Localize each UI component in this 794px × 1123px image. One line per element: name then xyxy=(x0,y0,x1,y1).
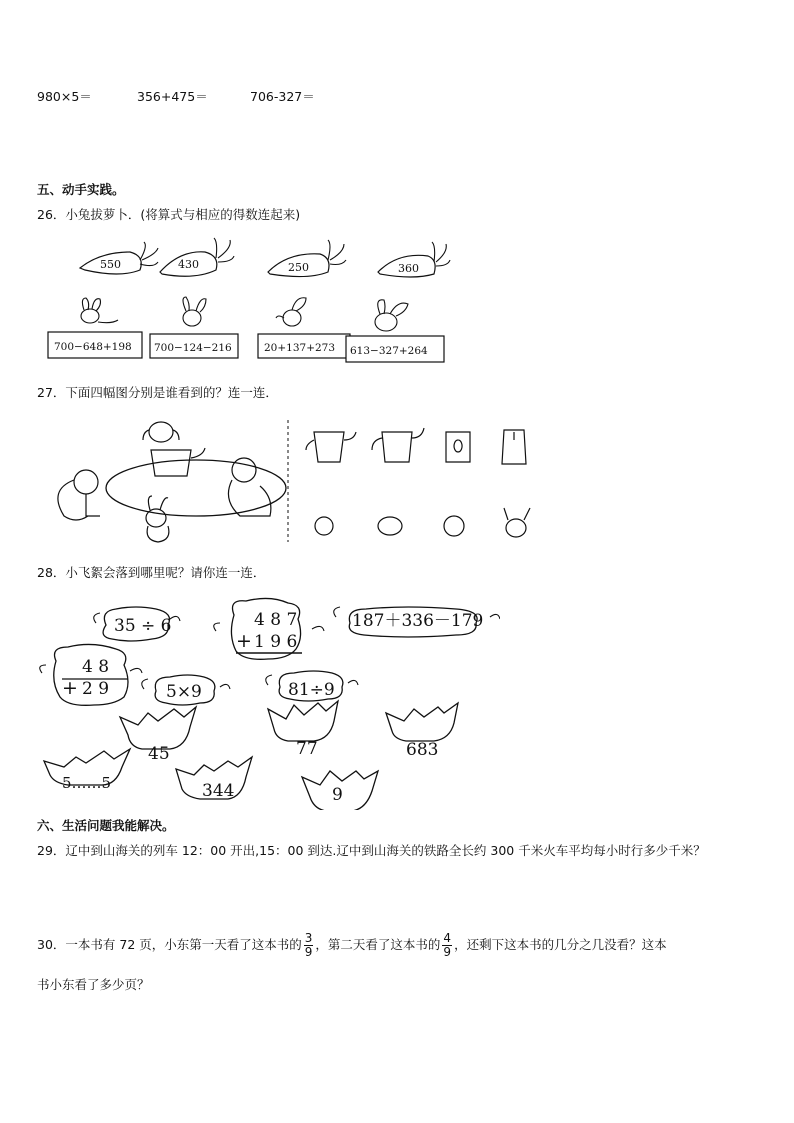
rabbit-icon xyxy=(146,496,169,542)
section-6-title: 六、生活问题我能解决。 xyxy=(37,818,175,833)
grass-4-label: 5……5 xyxy=(62,774,112,792)
rabbit-2-icon xyxy=(183,297,206,326)
monkey-head-icon xyxy=(444,516,464,536)
q30-part1: 30．一本书有 72 页，小东第一天看了这本书的 xyxy=(37,937,302,952)
leaf-4-label: 81÷9 xyxy=(288,680,335,700)
grass-5-label: 344 xyxy=(202,781,235,801)
grass-3-label: 683 xyxy=(406,740,439,760)
q26-figure xyxy=(30,230,460,370)
teapot-view-4-icon xyxy=(502,430,526,464)
calc-1: 980×5＝ xyxy=(37,89,92,104)
table-icon xyxy=(106,460,286,516)
vertical-a-top: 4 8 7 xyxy=(254,610,298,630)
monkey-icon xyxy=(228,458,270,516)
grass-6-label: 9 xyxy=(332,785,343,805)
q30-fraction-2: $\frac{4}{9}$ xyxy=(443,931,452,959)
rabbit-head-icon xyxy=(504,508,530,537)
q30-part2: ，第二天看了这本书的 xyxy=(315,937,441,952)
carrot-3-label: 250 xyxy=(288,261,309,274)
rabbit-3-icon xyxy=(276,298,306,326)
q27-figure xyxy=(36,410,536,550)
dog-head-icon xyxy=(378,517,402,535)
teapot-view-2-icon xyxy=(372,428,424,462)
section-5-title: 五、动手实践。 xyxy=(37,182,125,197)
expr-1: 700−648+198 xyxy=(54,341,132,353)
teapot-view-1-icon xyxy=(306,432,356,462)
q30-part3: ，还剩下这本书的几分之几没看？这本 xyxy=(454,937,667,952)
carrot-1-icon xyxy=(80,242,158,274)
calc-2: 356+475＝ xyxy=(137,89,208,104)
carrot-1-label: 550 xyxy=(100,258,121,271)
expr-2: 700−124−216 xyxy=(154,342,232,354)
q30-line1 xyxy=(37,932,667,959)
calc-3: 706-327＝ xyxy=(250,89,315,104)
q30-fraction-1: $\frac{3}{9}$ xyxy=(304,931,313,959)
rabbit-1-icon xyxy=(81,298,118,323)
expr-3: 20+137+273 xyxy=(264,342,336,354)
squirrel-head-icon xyxy=(315,517,333,535)
q30-line2: 书小东看了多少页？ xyxy=(37,977,150,992)
grass-1-label: 45 xyxy=(148,744,170,764)
expr-4: 613−327+264 xyxy=(350,345,428,357)
q26-text: 26．小兔拔萝卜．(将算式与相应的得数连起来) xyxy=(37,207,301,222)
grass-1-icon xyxy=(120,707,196,749)
carrot-4-icon xyxy=(378,242,450,277)
leaf-3-label: 5×9 xyxy=(166,682,202,702)
carrot-4-label: 360 xyxy=(398,262,419,275)
carrot-3-icon xyxy=(268,240,346,277)
teapot-view-3-icon xyxy=(446,432,470,462)
leaf-2-label: 187＋336－179 xyxy=(352,611,484,631)
carrot-2-icon xyxy=(160,238,234,276)
carrot-2-label: 430 xyxy=(178,258,199,271)
vertical-b-op: + xyxy=(62,677,78,699)
dog-icon xyxy=(143,422,179,442)
leaf-1-label: 35 ÷ 6 xyxy=(114,616,172,636)
q29-text: 29．辽中到山海关的列车 12：00 开出,15：00 到达.辽中到山海关的铁路全长约 300 千米火车平均每小时行多少千米？ xyxy=(37,843,706,858)
grass-2-icon xyxy=(268,701,338,741)
q27-text: 27．下面四幅图分别是谁看到的？连一连． xyxy=(37,385,278,400)
grass-2-label: 77 xyxy=(296,739,318,759)
vertical-b-bottom: 2 9 xyxy=(82,679,110,699)
vertical-b-top: 4 8 xyxy=(82,657,110,677)
vertical-a-op: + xyxy=(236,630,252,652)
grass-3-icon xyxy=(386,703,458,741)
q28-figure xyxy=(30,595,500,810)
rabbit-4-icon xyxy=(375,300,408,331)
squirrel-icon xyxy=(58,470,100,520)
vertical-a-bottom: 1 9 6 xyxy=(254,632,298,652)
q28-text: 28．小飞絮会落到哪里呢？请你连一连． xyxy=(37,565,266,580)
